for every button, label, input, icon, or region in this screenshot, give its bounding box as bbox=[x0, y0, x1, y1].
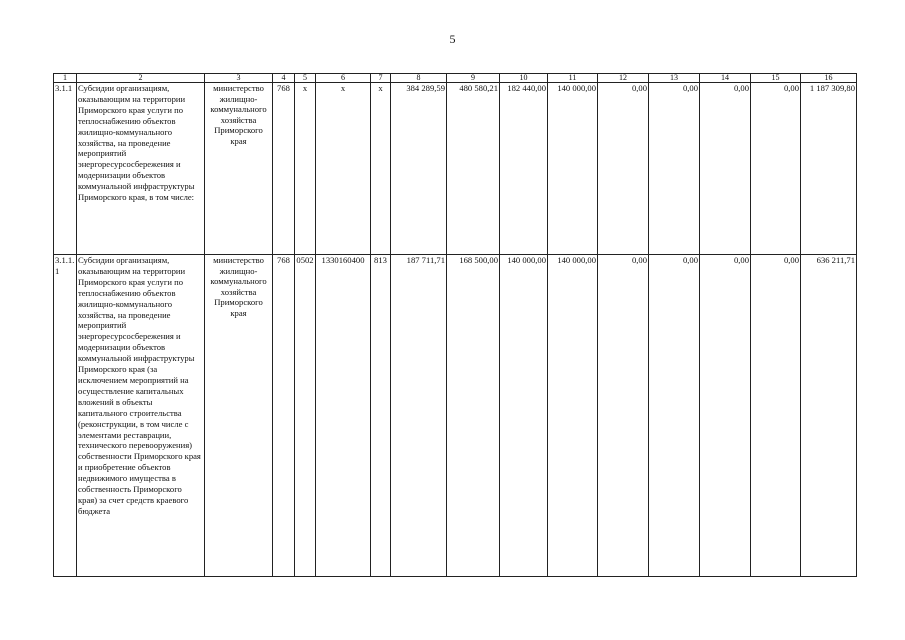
table-header-row bbox=[54, 74, 857, 83]
row-value-col15: 0,00 bbox=[751, 255, 801, 577]
row-value-col9: 168 500,00 bbox=[447, 255, 500, 577]
row-csr-cell: х bbox=[316, 83, 371, 255]
page-number: 5 bbox=[449, 32, 456, 46]
column-header: 4 bbox=[273, 74, 295, 83]
row-grbs-cell: 768 bbox=[273, 83, 295, 255]
budget-table bbox=[53, 73, 857, 577]
column-header: 16 bbox=[801, 74, 857, 83]
column-header: 6 bbox=[316, 74, 371, 83]
row-rzpr-cell: 0502 bbox=[295, 255, 316, 577]
row-vr-cell: 813 bbox=[371, 255, 391, 577]
row-value-col8: 384 289,59 bbox=[391, 83, 447, 255]
row-value-col11: 140 000,00 bbox=[548, 83, 598, 255]
column-header: 13 bbox=[649, 74, 700, 83]
column-header: 1 bbox=[54, 74, 77, 83]
row-value-col13: 0,00 bbox=[649, 83, 700, 255]
column-header: 8 bbox=[391, 74, 447, 83]
row-code-cell: 3.1.1 bbox=[54, 83, 77, 255]
column-header: 12 bbox=[598, 74, 649, 83]
column-header: 14 bbox=[700, 74, 751, 83]
column-header: 9 bbox=[447, 74, 500, 83]
column-header: 11 bbox=[548, 74, 598, 83]
row-csr-cell: 1330160400 bbox=[316, 255, 371, 577]
column-header: 15 bbox=[751, 74, 801, 83]
row-value-col16: 1 187 309,80 bbox=[801, 83, 857, 255]
column-header: 10 bbox=[500, 74, 548, 83]
row-executor-cell: министерство жилищно-коммунального хозяйства Приморского края bbox=[205, 83, 273, 255]
row-value-col12: 0,00 bbox=[598, 255, 649, 577]
column-header: 2 bbox=[77, 74, 205, 83]
row-grbs-cell: 768 bbox=[273, 255, 295, 577]
row-value-col14: 0,00 bbox=[700, 83, 751, 255]
row-code-cell: 3.1.1.1 bbox=[54, 255, 77, 577]
row-value-col10: 182 440,00 bbox=[500, 83, 548, 255]
row-value-col16: 636 211,71 bbox=[801, 255, 857, 577]
row-name-cell: Субсидии организациям, оказывающим на территории Приморского края услуги по теплоснабжению объектов жилищно-коммунального хозяйства, на проведение мероприятий энергоресурсосбережения и модернизации объектов коммунальной инфраструктуры Приморского края, в том числе: bbox=[77, 83, 205, 255]
row-vr-cell: х bbox=[371, 83, 391, 255]
row-value-col15: 0,00 bbox=[751, 83, 801, 255]
row-value-col13: 0,00 bbox=[649, 255, 700, 577]
row-value-col11: 140 000,00 bbox=[548, 255, 598, 577]
row-value-col12: 0,00 bbox=[598, 83, 649, 255]
row-value-col10: 140 000,00 bbox=[500, 255, 548, 577]
row-value-col8: 187 711,71 bbox=[391, 255, 447, 577]
column-header: 5 bbox=[295, 74, 316, 83]
table-row bbox=[54, 83, 857, 255]
row-executor-cell: министерство жилищно-коммунального хозяйства Приморского края bbox=[205, 255, 273, 577]
row-value-col9: 480 580,21 bbox=[447, 83, 500, 255]
row-rzpr-cell: х bbox=[295, 83, 316, 255]
column-header: 7 bbox=[371, 74, 391, 83]
table-row bbox=[54, 255, 857, 577]
column-header: 3 bbox=[205, 74, 273, 83]
row-name-cell: Субсидии организациям, оказывающим на территории Приморского края услуги по теплоснабжению объектов жилищно-коммунального хозяйства, на проведение мероприятий энергоресурсосбережения и модернизации объектов коммунальной инфраструктуры Приморского края (за исключением мероприятий на осуществление капитальных вложений в объекты капитального строительства (реконструкции, в том числе с элементами реставрации, технического перевооружения) собственности Приморского края и приобретение объектов недвижимого имущества в собственность Приморского края) за счет средств краевого бюджета bbox=[77, 255, 205, 577]
row-value-col14: 0,00 bbox=[700, 255, 751, 577]
